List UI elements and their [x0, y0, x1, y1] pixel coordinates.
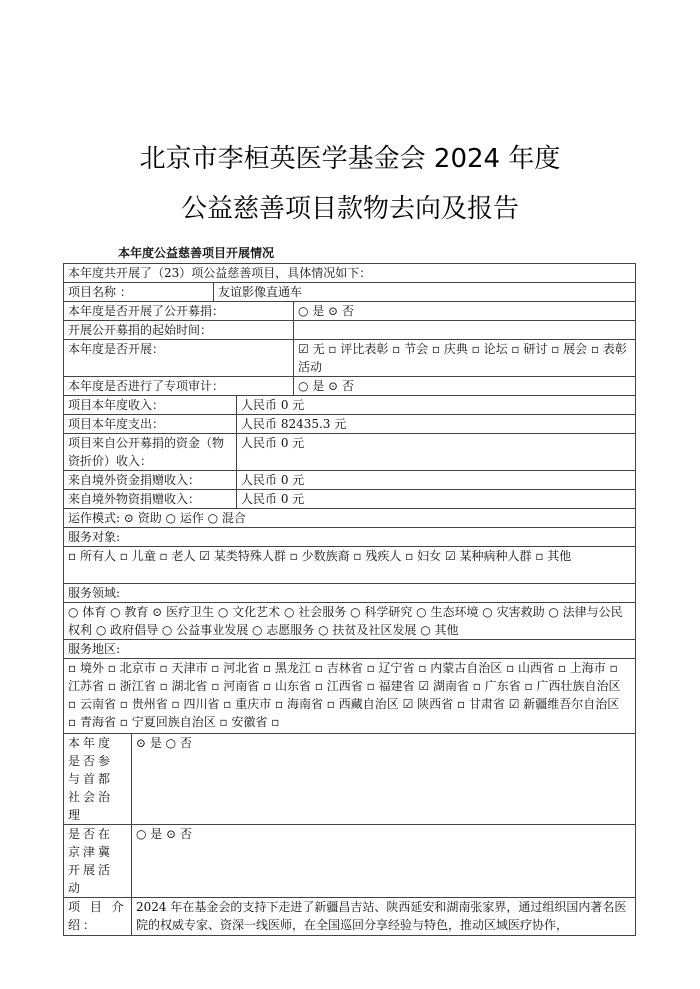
summary-cell: 本年度共开展了（23）项公益慈善项目，具体情况如下：	[64, 264, 636, 283]
table-row	[64, 321, 636, 340]
table-row	[64, 825, 636, 898]
public-income-label: 项目来自公开募捐的资金（物资折价）收入：	[64, 434, 237, 471]
operation-mode: 运作模式: ⊙ 资助 ○ 运作 ○ 混合	[64, 509, 636, 528]
project-report-table	[63, 263, 636, 936]
foreign-goods-label: 来自境外物资捐赠收入：	[64, 490, 237, 509]
jingjinji-value: ○ 是 ⊙ 否	[132, 825, 636, 898]
table-row	[64, 283, 636, 302]
document-title-line2: 公益慈善项目款物去向及报告	[180, 194, 519, 224]
table-row	[64, 490, 636, 509]
table-row	[64, 302, 636, 321]
public-fundraising-label: 本年度是否开展了公开募捐：	[64, 302, 294, 321]
table-row	[64, 640, 636, 659]
table-row	[64, 415, 636, 434]
service-region-label: 服务地区:	[64, 640, 636, 659]
table-row	[64, 603, 636, 640]
jingjinji-label: 是否在京津冀开展活动	[64, 825, 132, 898]
table-row	[64, 584, 636, 603]
expense-value: 人民币 82435.3 元	[237, 415, 636, 434]
capital-governance-value: ⊙ 是 ○ 否	[132, 734, 636, 825]
capital-governance-label: 本年度是否参与首都社会治理	[64, 734, 132, 825]
project-name-label: 项目名称 ：	[64, 283, 214, 302]
audit-value: ○ 是 ⊙ 否	[294, 377, 636, 396]
service-target-label: 服务对象:	[64, 528, 636, 547]
table-row	[64, 340, 636, 377]
public-income-value: 人民币 0 元	[237, 434, 636, 471]
table-row	[64, 434, 636, 471]
activities-value: ☑ 无 ▫ 评比表彰 ▫ 节会 ▫ 庆典 ▫ 论坛 ▫ 研讨 ▫ 展会 ▫ 表彰活动	[294, 340, 636, 377]
table-row	[64, 898, 636, 936]
table-row	[64, 734, 636, 825]
intro-value: 2024 年在基金会的支持下走进了新疆昌吉站、陕西延安和湖南张家界，通过组织国内著名医院的权威专家、资深一线医师，在全国巡回分享经验与特色，推动区域医疗协作，	[132, 898, 636, 936]
foreign-goods-value: 人民币 0 元	[237, 490, 636, 509]
expense-label: 项目本年度支出：	[64, 415, 237, 434]
table-row	[64, 509, 636, 528]
service-target-value: ▫ 所有人 ▫ 儿童 ▫ 老人 ☑ 某类特殊人群 ▫ 少数族裔 ▫ 残疾人 ▫ 妇女 ☑ 某种病种人群 ▫ 其他	[64, 547, 636, 584]
table-row	[64, 264, 636, 283]
project-name-value: 友谊影像直通车	[214, 283, 636, 302]
service-field-value: ○ 体育 ○ 教育 ⊙ 医疗卫生 ○ 文化艺术 ○ 社会服务 ○ 科学研究 ○ 生态环境 ○ 灾害救助 ○ 法律与公民权利 ○ 政府倡导 ○ 公益事业发展 ○ 志愿服务 ○ 扶贫及社区发展 ○ 其他	[64, 603, 636, 640]
income-label: 项目本年度收入：	[64, 396, 237, 415]
table-row	[64, 396, 636, 415]
foreign-funds-value: 人民币 0 元	[237, 471, 636, 490]
table-row	[64, 547, 636, 584]
fundraising-start-label: 开展公开募捐的起始时间：	[64, 321, 294, 340]
public-fundraising-value: ○ 是 ⊙ 否	[294, 302, 636, 321]
activities-label: 本年度是否开展：	[64, 340, 294, 377]
fundraising-start-value	[294, 321, 636, 340]
service-region-value: ▫ 境外 ▫ 北京市 ▫ 天津市 ▫ 河北省 ▫ 黑龙江 ▫ 吉林省 ▫ 辽宁省 ▫ 内蒙古自治区 ▫ 山西省 ▫ 上海市 ▫ 江苏省 ▫ 浙江省 ▫ 湖北省 ▫ 河南省 ▫ 山东省 ▫ 江西省 ▫ 福建省 ☑ 湖南省 ▫ 广东省 ▫ 广西壮族自治区 ▫ 云南省 ▫ 贵州省 ▫ 四川省 ▫ 重庆市 ▫ 海南省 ▫ 西藏自治区 ☑ 陕西省 ▫ 甘肃省 ☑ 新疆维吾尔自治区 ▫ 青海省 ▫ 宁夏回族自治区 ▫ 安徽省 ▫	[64, 659, 636, 734]
table-row	[64, 377, 636, 396]
table-row	[64, 471, 636, 490]
table-row	[64, 659, 636, 734]
foreign-funds-label: 来自境外资金捐赠收入：	[64, 471, 237, 490]
table-row	[64, 528, 636, 547]
audit-label: 本年度是否进行了专项审计：	[64, 377, 294, 396]
section-title: 本年度公益慈善项目开展情况	[118, 246, 275, 260]
income-value: 人民币 0 元	[237, 396, 636, 415]
intro-label: 项 目 介绍：	[64, 898, 132, 936]
document-title-line1: 北京市李桓英医学基金会 2024 年度	[139, 144, 561, 174]
service-field-label: 服务领域:	[64, 584, 636, 603]
